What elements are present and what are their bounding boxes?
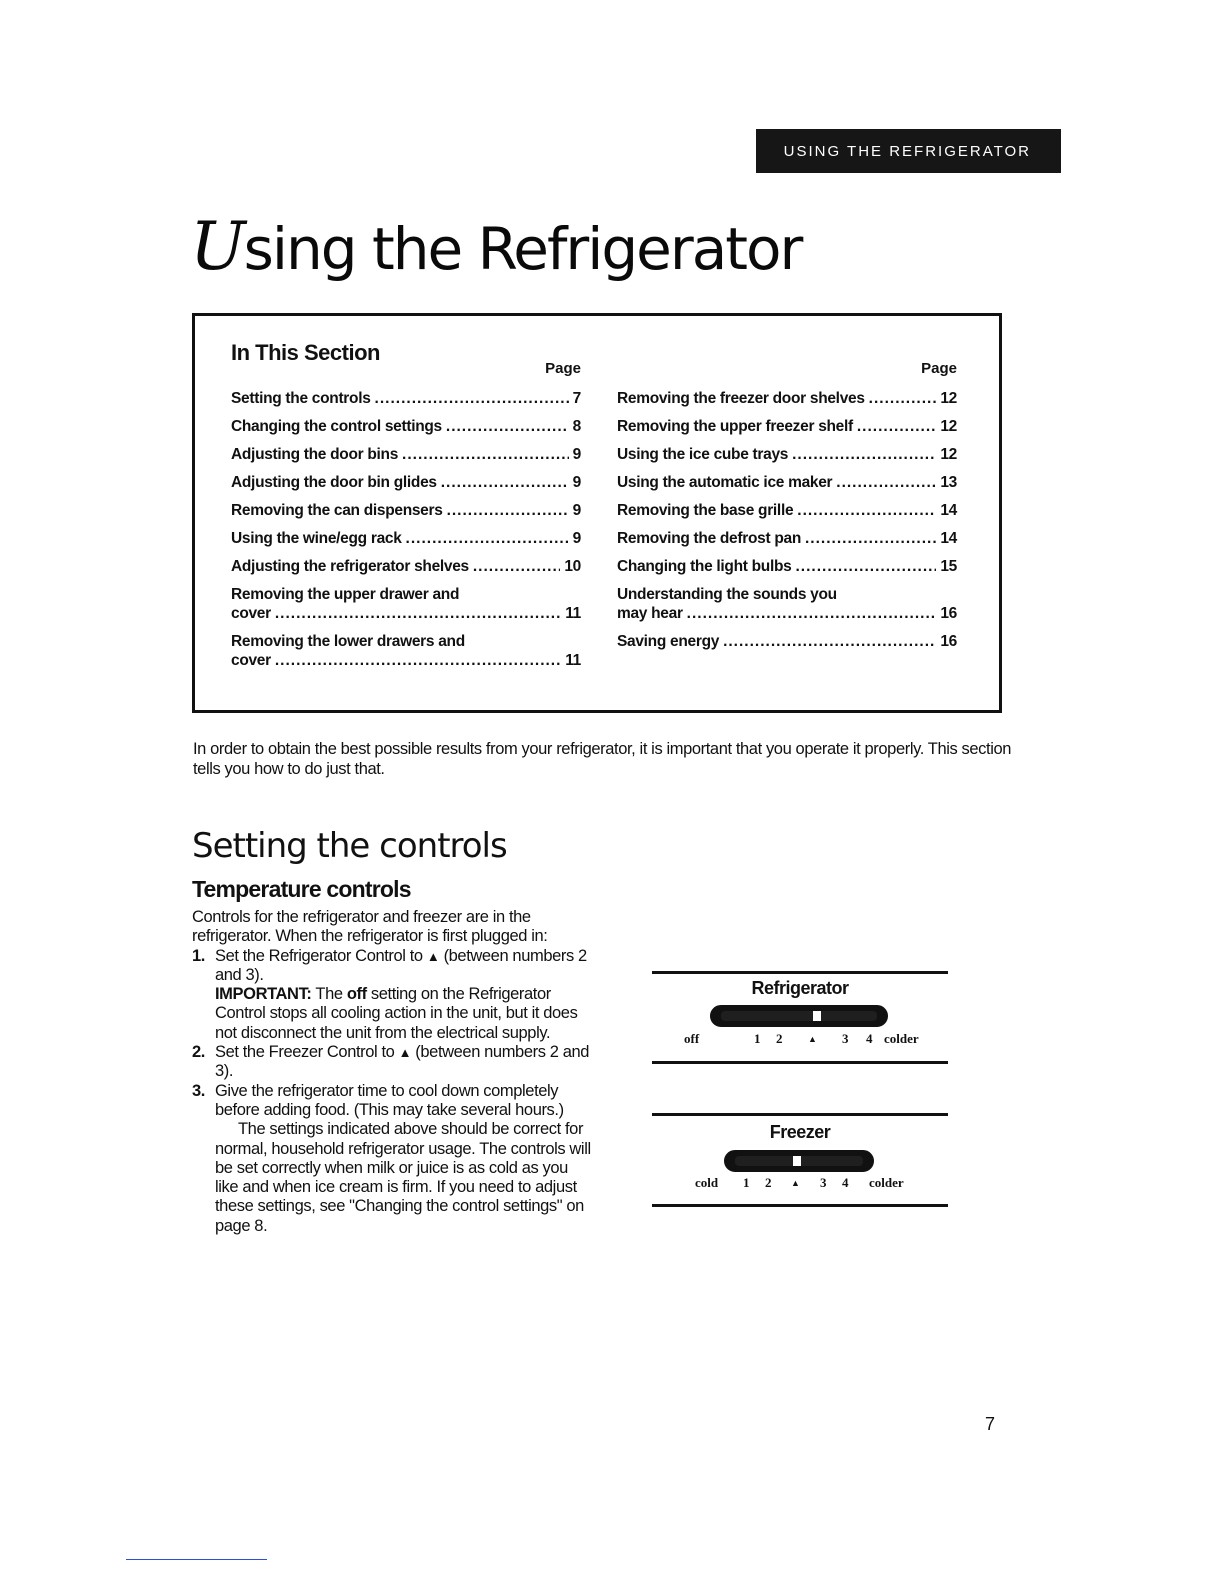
- step-1-text-b: (between numbers 2 and 3).: [215, 946, 587, 984]
- triangle-mark-icon: ▲: [426, 948, 440, 964]
- toc-entry: [617, 632, 957, 651]
- title-initial: U: [190, 208, 244, 285]
- dot-leader: [795, 557, 936, 576]
- toc-entry-title: Removing the defrost pan: [617, 530, 801, 547]
- toc-entry-title: cover: [231, 605, 271, 622]
- dot-leader: [402, 445, 569, 464]
- scale-label: 3: [820, 1175, 827, 1190]
- step-number: 2.: [192, 1043, 205, 1062]
- dot-leader: [447, 501, 569, 520]
- toc-entry-title: Removing the freezer door shelves: [617, 390, 865, 407]
- toc-entry-page: 9: [572, 474, 581, 491]
- divider-rule: [652, 1061, 948, 1064]
- toc-entry-page: 16: [940, 633, 957, 650]
- scale-label: 4: [842, 1175, 849, 1190]
- toc-entry-title: Setting the controls: [231, 390, 371, 407]
- scale-label: off: [684, 1031, 700, 1046]
- toc-entry-page: 12: [940, 446, 957, 463]
- toc-entry: [617, 585, 957, 623]
- triangle-mark-icon: ▲: [398, 1045, 412, 1061]
- toc-entry: [231, 389, 581, 408]
- step-2: [192, 1043, 592, 1082]
- toc-entry-page: 9: [572, 446, 581, 463]
- section-header-label: USING THE REFRIGERATOR: [783, 142, 1031, 160]
- toc-entry: [617, 417, 957, 436]
- footer-rule: [126, 1559, 267, 1560]
- toc-entry: [617, 389, 957, 408]
- dot-leader: [805, 529, 936, 548]
- toc-entry: [617, 473, 957, 492]
- dot-leader: [869, 389, 937, 408]
- toc-entry-title: Removing the lower drawers and: [231, 633, 465, 650]
- scale-label: 2: [776, 1031, 783, 1046]
- toc-entry-page: 8: [572, 418, 581, 435]
- divider-rule: [652, 1113, 948, 1116]
- toc-entry: [231, 585, 581, 623]
- dot-leader: [441, 473, 569, 492]
- step-3-text: Give the refrigerator time to cool down completely before adding food. (This may take several hours.): [215, 1081, 564, 1119]
- scale-label: 1: [754, 1031, 761, 1046]
- subsection-title: Temperature controls: [192, 876, 411, 902]
- toc-entry: [231, 445, 581, 464]
- toc-entry-page: 12: [940, 390, 957, 407]
- freezer-control-label: Freezer: [769, 1122, 831, 1142]
- toc-entry-page: 9: [572, 502, 581, 519]
- toc-entry: [231, 501, 581, 520]
- toc-entry-title: cover: [231, 652, 271, 669]
- toc-entry: [617, 529, 957, 548]
- scale-label: colder: [869, 1175, 904, 1190]
- instructions-column: [192, 908, 592, 1236]
- scale-label: 4: [866, 1031, 873, 1046]
- toc-entry-title: may hear: [617, 605, 683, 622]
- step-2-text-a: Set the Freezer Control to: [215, 1043, 395, 1062]
- title-rest: sing the Refrigerator: [243, 215, 802, 283]
- divider-rule: [652, 1204, 948, 1207]
- refrigerator-scale: [652, 1031, 948, 1049]
- toc-entry-title: Removing the base grille: [617, 502, 794, 519]
- toc-entry: [231, 557, 581, 576]
- toc-entry: [617, 501, 957, 520]
- scale-label: cold: [695, 1175, 719, 1190]
- toc-entry-title: Changing the light bulbs: [617, 558, 792, 575]
- toc-entry: [617, 445, 957, 464]
- toc-entry: [617, 557, 957, 576]
- intro-paragraph: In order to obtain the best possible results from your refrigerator, it is important that you operate it properly. This section tells you how to do just that.: [193, 740, 1012, 778]
- dot-leader: [473, 557, 560, 576]
- scale-mark-icon: ▲: [808, 1034, 817, 1044]
- toc-entry-title: Saving energy: [617, 633, 720, 650]
- toc-entry-page: 14: [940, 530, 957, 547]
- toc-entry-page: 9: [572, 530, 581, 547]
- dot-leader: [687, 604, 937, 623]
- toc-entry: [231, 632, 581, 670]
- freezer-scale: [652, 1175, 948, 1193]
- dot-leader: [797, 501, 936, 520]
- section-header-tab: [756, 129, 1061, 173]
- toc-entry: [231, 417, 581, 436]
- step-3: [192, 1082, 592, 1236]
- dot-leader: [723, 632, 936, 651]
- toc-entry-title: Using the automatic ice maker: [617, 474, 833, 491]
- dial-indicator: [813, 1011, 821, 1021]
- scale-label: 2: [765, 1175, 772, 1190]
- section-title: Setting the controls: [192, 826, 507, 866]
- toc-entry-title: Using the wine/egg rack: [231, 530, 402, 547]
- dot-leader: [275, 604, 561, 623]
- dot-leader: [375, 389, 569, 408]
- dial-indicator: [793, 1156, 801, 1166]
- toc-entry-title: Using the ice cube trays: [617, 446, 789, 463]
- step-number: 3.: [192, 1081, 205, 1100]
- step-number: 1.: [192, 946, 205, 965]
- dot-leader: [275, 651, 561, 670]
- toc-entry-page: 13: [940, 474, 957, 491]
- toc-entry-page: 12: [940, 418, 957, 435]
- toc-page-header: Page: [921, 360, 957, 377]
- toc-entry-page: 14: [940, 502, 957, 519]
- toc-entry-title: Adjusting the refrigerator shelves: [231, 558, 469, 575]
- dot-leader: [857, 417, 936, 436]
- lead-paragraph: Controls for the refrigerator and freezer are in the refrigerator. When the refrigerator is first plugged in:: [192, 908, 548, 946]
- off-keyword: off: [346, 985, 367, 1004]
- toc-entry-title: Changing the control settings: [231, 418, 442, 435]
- in-this-section-box: [192, 313, 1002, 713]
- toc-entry-page: 7: [572, 390, 581, 407]
- refrigerator-control-dial: [710, 1005, 888, 1027]
- toc-entry-page: 11: [565, 605, 581, 622]
- scale-label: colder: [884, 1031, 919, 1046]
- toc-left-column: [231, 360, 581, 670]
- page-title: [190, 208, 801, 285]
- steps-list: [192, 947, 592, 1236]
- freezer-control-dial: [724, 1150, 874, 1172]
- toc-entry-page: 15: [940, 558, 957, 575]
- step-2-text-b: (between numbers 2 and 3).: [215, 1043, 590, 1081]
- scale-label: 3: [842, 1031, 849, 1046]
- toc-entry: [231, 529, 581, 548]
- toc-entry-title: Removing the upper freezer shelf: [617, 418, 853, 435]
- step-1-text-a: Set the Refrigerator Control to: [215, 946, 423, 965]
- refrigerator-control-label: Refrigerator: [751, 978, 849, 998]
- toc-right-column: [617, 360, 957, 651]
- toc-entry-title: Removing the can dispensers: [231, 502, 443, 519]
- toc-entry-title: Understanding the sounds you: [617, 586, 837, 603]
- scale-label: 1: [743, 1175, 750, 1190]
- toc-entry-page: 10: [564, 558, 581, 575]
- toc-heading: In This Section: [231, 340, 380, 365]
- toc-entry-title: Adjusting the door bin glides: [231, 474, 437, 491]
- scale-mark-icon: ▲: [791, 1178, 800, 1188]
- dial-slot: [721, 1011, 877, 1021]
- toc-entry-page: 11: [565, 652, 581, 669]
- toc-entry-title: Removing the upper drawer and: [231, 586, 460, 603]
- toc-entry-title: Adjusting the door bins: [231, 446, 399, 463]
- dot-leader: [836, 473, 936, 492]
- step-3-note: The settings indicated above should be correct for normal, household refrigerator usage. The controls will be set correctly when milk or juice is as cold as you like and when ice cream is firm. If you need to adjust these settings, see "Changing the control settings" on page 8.: [215, 1120, 591, 1235]
- divider-rule: [652, 971, 948, 974]
- important-note: IMPORTANT: The off setting on the Refrigerator Control stops all cooling action in the unit, but it does not disconnect the unit from the electrical supply.: [215, 985, 578, 1042]
- dot-leader: [792, 445, 936, 464]
- page-number: 7: [985, 1414, 996, 1434]
- dot-leader: [406, 529, 569, 548]
- toc-entry-page: 16: [940, 605, 957, 622]
- toc-entry: [231, 473, 581, 492]
- toc-page-header: Page: [545, 360, 581, 377]
- dot-leader: [446, 417, 569, 436]
- important-label: IMPORTANT:: [215, 985, 312, 1004]
- step-1: [192, 947, 592, 1043]
